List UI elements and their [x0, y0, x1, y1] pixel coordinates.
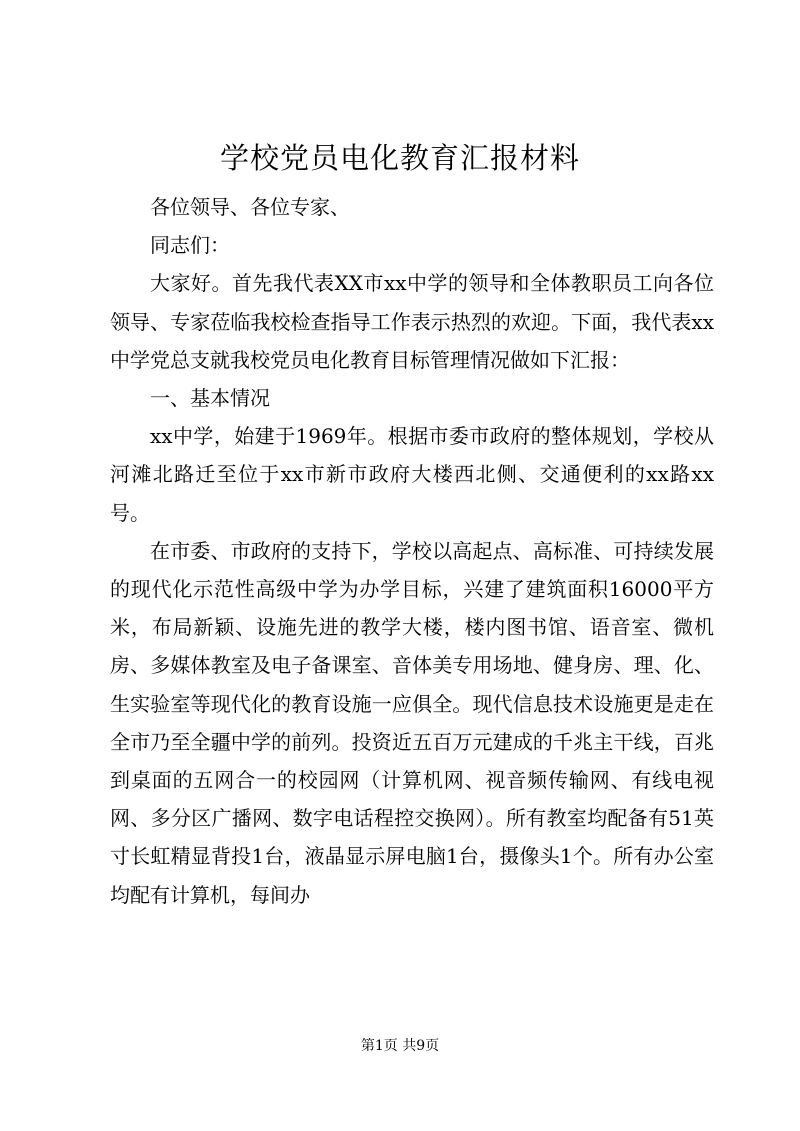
- document-body: [110, 188, 714, 914]
- paragraph-school-history: xx中学，始建于1969年。根据市委市政府的整体规划，学校从河滩北路迁至位于xx市新市政府大楼西北侧、交通便利的xx路xx号。: [110, 424, 714, 525]
- salutation-line-2: 同志们：: [150, 233, 230, 258]
- page-footer: 第1页 共9页: [360, 1038, 440, 1054]
- paragraph-facilities: 在市委、市政府的支持下，学校以高起点、高标准、可持续发展的现代化示范性高级中学为办学目标，兴建了建筑面积16000平方米，布局新颖、设施先进的教学大楼，楼内图书馆、语音室、微机房、多媒体教室及电子备课室、音体美专用场地、健身房、理、化、生实验室等现代化的教育设施一应俱全。现代信息技术设施更是走在全市乃至全疆中学的前列。投资近五百万元建成的千兆主干线，百兆到桌面的五网合一的校园网（计算机网、视音频传输网、有线电视网、多分区广播网、数字电话程控交换网）。所有教室均配备有51英寸长虹精显背投1台，液晶显示屏电脑1台，摄像头1个。所有办公室均配有计算机，每间办: [110, 538, 714, 907]
- document-title: 学校党员电化教育汇报材料: [219, 141, 580, 175]
- paragraph-greeting: 大家好。首先我代表XX市xx中学的领导和全体教职员工向各位领导、专家莅临我校检查指导工作表示热烈的欢迎。下面，我代表xx中学党总支就我校党员电化教育目标管理情况做如下汇报：: [110, 271, 714, 372]
- section-heading-basic-info: 一、基本情况: [150, 386, 270, 411]
- salutation-line-1: 各位领导、各位专家、: [150, 195, 350, 219]
